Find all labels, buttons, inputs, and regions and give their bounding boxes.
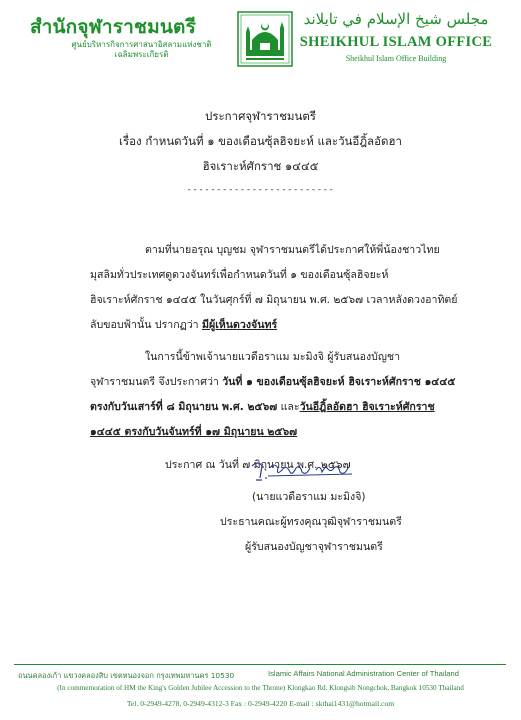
para1-line1: ตามที่นายอรุณ บุญชม จุฬาราชมนตรีได้ประกาศให้พี่น้องชาวไทย — [145, 244, 440, 256]
eid-al-adha-statement: วันอีฎิ้ลอัดฮา ฮิจเราะห์ศักราช — [299, 401, 435, 413]
first-day-statement: วันที่ ๑ ของเดือนซุ้ลฮิจยะห์ ฮิจเราะห์ศักราช ๑๔๔๕ — [222, 376, 456, 388]
org-name-thai: สำนักจุฬาราชมนตรี — [30, 16, 196, 38]
signer-title-2: ผู้รับสนองบัญชาจุฬาราชมนตรี — [245, 541, 383, 553]
title-divider: ------------------------- — [186, 185, 335, 195]
para2-line2-text: จุฬาราชมนตรี จึงประกาศว่า — [90, 376, 223, 388]
org-name-english: SHEIKHUL ISLAM OFFICE — [299, 34, 493, 50]
signer-name: (นายแวดือราแม มะมิงจิ) — [252, 491, 366, 503]
announcement-subject: เรื่อง กำหนดวันที่ ๑ ของเดือนซุ้ลฮิจยะห์ และวันอีฎิ้ลอัดฮา — [119, 134, 402, 148]
para1-line4-text: ลับขอบฟ้านั้น ปรากฏว่า — [90, 319, 202, 331]
org-subtitle-thai — [44, 40, 239, 60]
org-name-arabic: مجلس شيخ الإسلام في تايلاند — [303, 10, 489, 28]
para2-line2 — [90, 373, 455, 390]
para2-line1: ในการนี้ข้าพเจ้านายแวดือราแม มะมิงจิ ผู้รับสนองบัญชา — [145, 351, 401, 363]
org-building-english: Sheikhul Islam Office Building — [345, 54, 447, 63]
announcement-year: ฮิจเราะห์ศักราช ๑๔๔๕ — [202, 159, 319, 173]
para1-line3: ฮิจเราะห์ศักราช ๑๔๔๕ ในวันศุกร์ที่ ๗ มิถุนายน พ.ศ. ๒๕๖๗ เวลาหลังดวงอาทิตย์ — [90, 294, 458, 306]
first-day-date: ตรงกับวันเสาร์ที่ ๘ มิถุนายน พ.ศ. ๒๕๖๗ — [90, 401, 278, 413]
moon-sighted-statement: มีผู้เห็นดวงจันทร์ — [202, 319, 278, 331]
org-subtitle-thai-line1: ศูนย์บริหารกิจการศาสนาอิสลามแห่งชาติ — [71, 40, 212, 49]
para1-line2: มุสลิมทั่วประเทศดูดวงจันทร์เพื่อกำหนดวันที่ ๑ ของเดือนซุ้ลฮิจยะห์ — [90, 269, 389, 281]
footer-address-thai: ถนนคลองเก้า แขวงคลองสิบ เขตหนองจอก กรุงเทพมหานคร 10530 — [18, 671, 235, 680]
mosque-emblem-icon — [236, 10, 294, 68]
footer-divider — [14, 664, 506, 665]
footer-center-english: Islamic Affairs National Administration Center of Thailand — [268, 669, 459, 678]
footer-commemoration: (In commemoration of HM the King's Golden Jubilee Accession to the Throne) Klongkao Rd. Klongsib Nongchok, Bangkok 10530 Thailand — [57, 684, 464, 692]
handwritten-signature — [248, 458, 358, 484]
para2-and: และ — [277, 401, 300, 413]
org-subtitle-thai-line2: เฉลิมพระเกียรติ — [114, 50, 169, 59]
para2-line3 — [90, 398, 435, 415]
footer-contact: Tel. 0-2949-4278, 0-2949-4312-3 Fax : 0-2949-4220 E-mail : skthai1431@hotmail.com — [126, 699, 395, 708]
para1-line4 — [90, 316, 277, 333]
eid-al-adha-date: ๑๔๔๕ ตรงกับวันจันทร์ที่ ๑๗ มิถุนายน ๒๕๖๗ — [90, 426, 298, 438]
announcement-date: ประกาศ ณ วันที่ ๗ มิถุนายน พ.ศ. ๒๕๖๗ — [165, 459, 351, 471]
announcement-heading: ประกาศจุฬาราชมนตรี — [205, 109, 316, 123]
signer-title-1: ประธานคณะผู้ทรงคุณวุฒิจุฬาราชมนตรี — [220, 516, 402, 528]
